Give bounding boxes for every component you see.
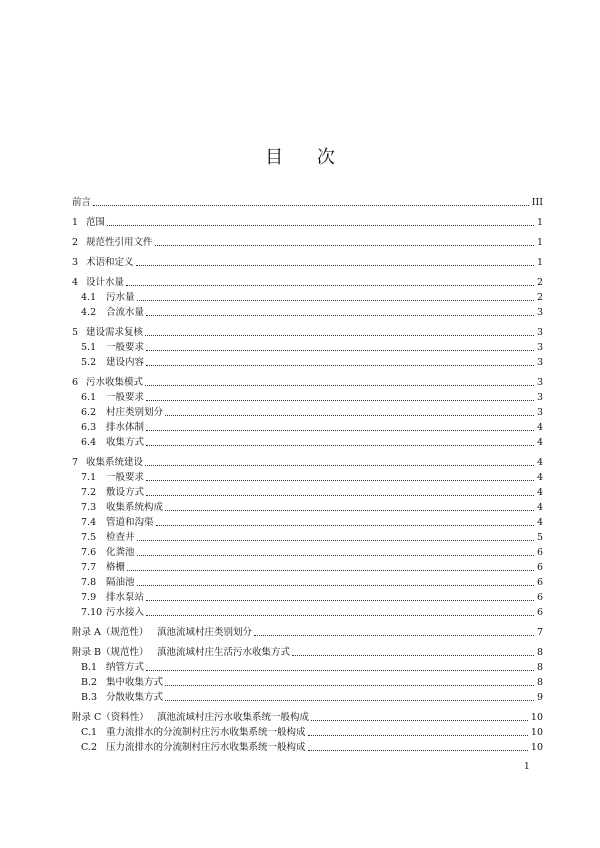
toc-entry-page: 3 — [536, 307, 543, 318]
toc-entry-number: 7.8 — [81, 577, 97, 588]
toc-entry-number: 附录 C（资料性） — [72, 712, 149, 723]
toc-entry[interactable] — [72, 531, 543, 544]
toc-entry-number: 6.3 — [81, 422, 97, 433]
toc-leader-dots — [127, 570, 534, 571]
toc-entry[interactable] — [72, 501, 543, 514]
toc-entry-number: 6 — [72, 377, 79, 388]
toc-entry[interactable] — [72, 676, 543, 689]
toc-leader-dots — [155, 245, 534, 246]
toc-entry-number: 5.1 — [81, 342, 97, 353]
toc-entry-number: B.2 — [81, 677, 98, 688]
toc-leader-dots — [165, 510, 534, 511]
toc-entry-page: 8 — [536, 647, 543, 658]
toc-entry-title: 排水体制 — [106, 422, 145, 433]
toc-entry[interactable] — [72, 626, 543, 639]
toc-leader-dots — [145, 385, 534, 386]
toc-entry-title: 污水接入 — [106, 607, 145, 618]
toc-entry-title: 一般要求 — [106, 342, 145, 353]
toc-entry-title: 重力流排水的分流制村庄污水收集系统一般构成 — [106, 727, 306, 738]
toc-entry-number: 附录 A（规范性） — [72, 627, 149, 638]
toc-leader-dots — [146, 480, 534, 481]
toc-entry-page: 10 — [530, 742, 543, 753]
toc-leader-dots — [146, 670, 534, 671]
toc-entry-number: 7.3 — [81, 502, 97, 513]
toc-leader-dots — [165, 415, 534, 416]
toc-entry[interactable] — [72, 486, 543, 499]
toc-entry-number: 6.2 — [81, 407, 97, 418]
toc-entry-page: 6 — [536, 562, 543, 573]
toc-leader-dots — [146, 400, 534, 401]
toc-entry-title: 前言 — [72, 197, 92, 208]
toc-entry-number: C.2 — [81, 742, 97, 753]
toc-entry-page: 6 — [536, 592, 543, 603]
toc-entry-number: 7.1 — [81, 472, 97, 483]
toc-entry-title: 隔油池 — [106, 577, 135, 588]
toc-entry-number: 7.2 — [81, 487, 97, 498]
toc-entry[interactable] — [72, 391, 543, 404]
toc-entry-title: 术语和定义 — [86, 257, 134, 268]
toc-entry-title: 检查井 — [106, 532, 135, 543]
toc-entry[interactable] — [72, 591, 543, 604]
toc-entry-page: 9 — [536, 692, 543, 703]
toc-entry[interactable] — [72, 216, 543, 229]
toc-entry-page: 10 — [530, 727, 543, 738]
toc-entry-number: 7.6 — [81, 547, 97, 558]
toc-entry[interactable] — [72, 421, 543, 434]
toc-entry[interactable] — [72, 661, 543, 674]
toc-entry-title: 设计水量 — [86, 277, 125, 288]
toc-entry[interactable] — [72, 726, 543, 739]
toc-entry-number: 4 — [72, 277, 79, 288]
toc-entry[interactable] — [72, 516, 543, 529]
page-number: 1 — [524, 762, 530, 772]
toc-leader-dots — [146, 350, 534, 351]
toc-entry-number: 附录 B（规范性） — [72, 647, 149, 658]
toc-entry-page: 3 — [536, 357, 543, 368]
toc-entry-number: 2 — [72, 237, 79, 248]
toc-entry-page: 5 — [536, 532, 543, 543]
toc-leader-dots — [165, 685, 534, 686]
toc-leader-dots — [254, 635, 534, 636]
toc-leader-dots — [146, 365, 534, 366]
toc-leader-dots — [107, 225, 534, 226]
toc-entry-number: 4.2 — [81, 307, 97, 318]
page-title: 目 次 — [265, 147, 349, 168]
toc-entry-title: 污水收集模式 — [86, 377, 144, 388]
toc-entry-title: 建设内容 — [106, 357, 145, 368]
toc-entry-page: 2 — [536, 292, 543, 303]
toc-entry[interactable] — [72, 471, 543, 484]
toc-leader-dots — [308, 735, 528, 736]
toc-entry-title: 滇池流域村庄污水收集系统一般构成 — [157, 712, 310, 723]
toc-entry-title: 压力流排水的分流制村庄污水收集系统一般构成 — [106, 742, 306, 753]
toc-entry-title: 规范性引用文件 — [86, 237, 153, 248]
toc-entry[interactable] — [72, 576, 543, 589]
toc-entry[interactable] — [72, 196, 543, 209]
toc-entry-number: 4.1 — [81, 292, 97, 303]
toc-entry-title: 纳管方式 — [106, 662, 145, 673]
toc-entry[interactable] — [72, 546, 543, 559]
toc-entry-page: 2 — [536, 277, 543, 288]
toc-entry-page: 1 — [536, 257, 543, 268]
toc-entry[interactable] — [72, 646, 543, 659]
toc-entry-number: 7.4 — [81, 517, 97, 528]
toc-leader-dots — [146, 430, 534, 431]
toc-entry-page: 3 — [536, 407, 543, 418]
toc-entry[interactable] — [72, 436, 543, 449]
toc-entry-title: 集中收集方式 — [106, 677, 164, 688]
toc-entry[interactable] — [72, 606, 543, 619]
toc-entry-page: 8 — [536, 662, 543, 673]
toc-leader-dots — [145, 465, 534, 466]
toc-entry-number: 6.4 — [81, 437, 97, 448]
toc-leader-dots — [137, 555, 534, 556]
toc-entry-page: 4 — [536, 502, 543, 513]
toc-entry-title: 排水泵站 — [106, 592, 145, 603]
toc-entry-number: 5.2 — [81, 357, 97, 368]
toc-entry-title: 一般要求 — [106, 392, 145, 403]
toc-entry-number: C.1 — [81, 727, 97, 738]
toc-entry[interactable] — [72, 291, 543, 304]
toc-entry[interactable] — [72, 341, 543, 354]
toc-entry-page: 4 — [536, 487, 543, 498]
toc-entry-page: 6 — [536, 547, 543, 558]
toc-entry-title: 滇池流域村庄类别划分 — [157, 627, 253, 638]
toc-entry-number: B.1 — [81, 662, 98, 673]
toc-entry-number: 7.9 — [81, 592, 97, 603]
toc-entry-page: 4 — [536, 422, 543, 433]
toc-entry-number: 7.10 — [81, 607, 103, 618]
toc-entry[interactable] — [72, 276, 543, 289]
toc-leader-dots — [126, 285, 534, 286]
toc-leader-dots — [311, 720, 528, 721]
toc-entry-page: 8 — [536, 677, 543, 688]
toc-entry-title: 分散收集方式 — [106, 692, 164, 703]
toc-entry-page: 3 — [536, 377, 543, 388]
toc-entry-page: 6 — [536, 607, 543, 618]
toc-entry-title: 收集系统构成 — [106, 502, 164, 513]
toc-entry[interactable] — [72, 561, 543, 574]
toc-entry[interactable] — [72, 256, 543, 269]
toc-entry-title: 收集系统建设 — [86, 457, 144, 468]
toc-leader-dots — [146, 495, 534, 496]
toc-entry-title: 合流水量 — [106, 307, 145, 318]
toc-entry[interactable] — [72, 236, 543, 249]
toc-entry-title: 格栅 — [106, 562, 126, 573]
toc-leader-dots — [145, 335, 534, 336]
toc-entry[interactable] — [72, 356, 543, 369]
toc-leader-dots — [136, 265, 534, 266]
toc-entry[interactable] — [72, 456, 543, 469]
toc-entry-number: 7.5 — [81, 532, 97, 543]
toc-leader-dots — [146, 445, 534, 446]
toc-entry-title: 村庄类别划分 — [106, 407, 164, 418]
toc-entry-number: 7.7 — [81, 562, 97, 573]
toc-entry-number: B.3 — [81, 692, 98, 703]
toc-leader-dots — [146, 615, 534, 616]
toc-entry-title: 收集方式 — [106, 437, 145, 448]
toc-leader-dots — [165, 700, 534, 701]
toc-leader-dots — [308, 750, 528, 751]
toc-entry-page: 1 — [536, 217, 543, 228]
toc-entry-number: 3 — [72, 257, 79, 268]
toc-entry[interactable] — [72, 376, 543, 389]
toc-entry-page: 6 — [536, 577, 543, 588]
toc-leader-dots — [137, 585, 534, 586]
toc-entry-page: 4 — [536, 517, 543, 528]
toc-entry-number: 5 — [72, 327, 79, 338]
toc-entry-title: 污水量 — [106, 292, 135, 303]
toc-leader-dots — [292, 655, 534, 656]
toc-entry[interactable] — [72, 306, 543, 319]
toc-entry-page: 4 — [536, 457, 543, 468]
toc-entry-page: 4 — [536, 437, 543, 448]
toc-entry-page: 3 — [536, 327, 543, 338]
toc-entry-title: 滇池流域村庄生活污水收集方式 — [157, 647, 291, 658]
toc-entry-number: 7 — [72, 457, 79, 468]
toc-entry-number: 6.1 — [81, 392, 97, 403]
toc-entry[interactable] — [72, 711, 543, 724]
toc-entry-title: 建设需求复核 — [86, 327, 144, 338]
toc-entry[interactable] — [72, 406, 543, 419]
toc-leader-dots — [146, 315, 534, 316]
toc-entry[interactable] — [72, 326, 543, 339]
toc-entry-title: 化粪池 — [106, 547, 135, 558]
toc-entry[interactable] — [72, 691, 543, 704]
toc-entry-title: 一般要求 — [106, 472, 145, 483]
toc-entry-page: 4 — [536, 472, 543, 483]
toc-leader-dots — [137, 300, 534, 301]
toc-entry-page: III — [531, 197, 543, 208]
toc-entry-title: 敷设方式 — [106, 487, 145, 498]
toc-entry-number: 1 — [72, 217, 79, 228]
toc-entry[interactable] — [72, 741, 543, 754]
toc-entry-page: 3 — [536, 342, 543, 353]
toc-entry-page: 10 — [530, 712, 543, 723]
toc-leader-dots — [156, 525, 534, 526]
toc-entry-title: 管道和沟渠 — [106, 517, 154, 528]
toc-entry-title: 范围 — [86, 217, 106, 228]
toc-entry-page: 3 — [536, 392, 543, 403]
toc-leader-dots — [146, 600, 534, 601]
toc-entry-page: 7 — [536, 627, 543, 638]
toc-leader-dots — [93, 205, 529, 206]
toc-entry-page: 1 — [536, 237, 543, 248]
toc-leader-dots — [137, 540, 534, 541]
